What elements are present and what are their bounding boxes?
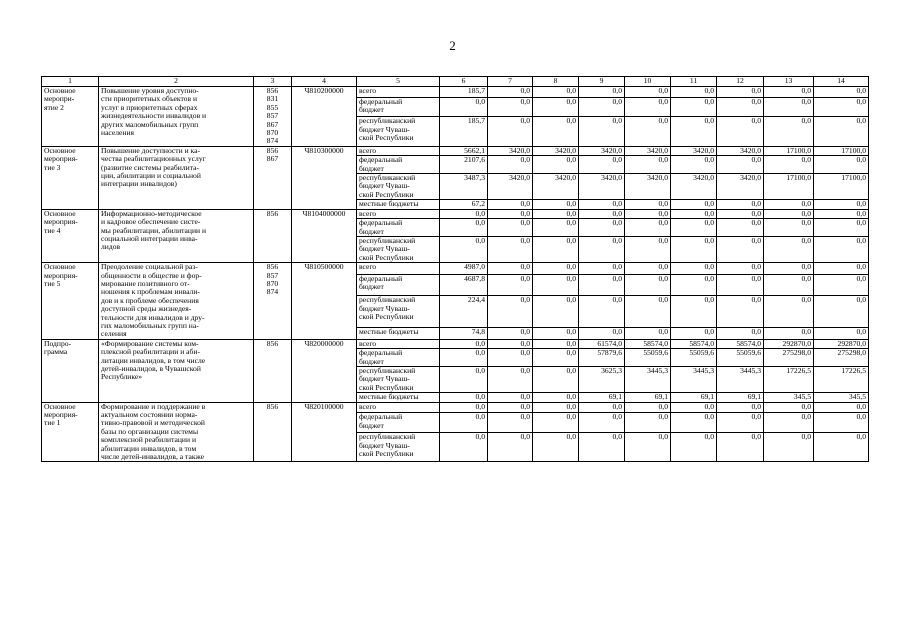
section-target-code: Ч810500000 bbox=[292, 263, 357, 340]
value-cell: 0,0 bbox=[488, 328, 533, 340]
value-cell: 0,0 bbox=[533, 339, 579, 348]
value-cell: 3420,0 bbox=[579, 146, 625, 155]
value-cell: 0,0 bbox=[764, 117, 814, 146]
value-cell: 0,0 bbox=[533, 97, 579, 117]
value-cell: 0,0 bbox=[764, 413, 814, 433]
value-cell: 0,0 bbox=[488, 433, 533, 462]
value-cell: 0,0 bbox=[533, 219, 579, 237]
section-codes: 856 bbox=[254, 209, 292, 262]
value-cell: 0,0 bbox=[533, 200, 579, 209]
value-cell: 0,0 bbox=[717, 87, 764, 98]
value-cell: 69,1 bbox=[625, 393, 671, 402]
value-cell: 17226,5 bbox=[814, 367, 869, 393]
value-cell: 0,0 bbox=[814, 219, 869, 237]
value-cell: 3445,3 bbox=[671, 367, 717, 393]
section-label: Основное мероприя- тие 3 bbox=[42, 146, 99, 209]
budget-table bbox=[41, 76, 869, 462]
value-cell: 3445,3 bbox=[625, 367, 671, 393]
value-cell: 0,0 bbox=[764, 402, 814, 413]
section-description: Повышение доступности и ка- чества реабилитационных услуг (развитие системы реабилита- ции, абилитации и социальной интеграции инвалидов) bbox=[99, 146, 254, 209]
value-cell: 0,0 bbox=[671, 97, 717, 117]
value-cell: 185,7 bbox=[440, 117, 488, 146]
value-cell: 0,0 bbox=[533, 263, 579, 274]
value-cell: 0,0 bbox=[488, 200, 533, 209]
section-target-code: Ч8104000000 bbox=[292, 209, 357, 262]
value-cell: 69,1 bbox=[671, 393, 717, 402]
table-row bbox=[42, 263, 869, 274]
section-label: Подпро- грамма bbox=[42, 339, 99, 402]
table-row bbox=[42, 209, 869, 218]
section-label: Основное мероприя- тие 5 bbox=[42, 263, 99, 340]
value-cell: 17100,0 bbox=[814, 174, 869, 200]
value-cell: 0,0 bbox=[625, 328, 671, 340]
table-body bbox=[42, 77, 869, 462]
value-cell: 2107,6 bbox=[440, 156, 488, 174]
value-cell: 3445,3 bbox=[717, 367, 764, 393]
value-cell: 0,0 bbox=[625, 156, 671, 174]
value-cell: 3420,0 bbox=[488, 146, 533, 155]
funding-source: всего bbox=[357, 402, 440, 413]
value-cell: 0,0 bbox=[814, 209, 869, 218]
value-cell: 55059,6 bbox=[717, 349, 764, 367]
value-cell: 0,0 bbox=[488, 402, 533, 413]
value-cell: 0,0 bbox=[764, 296, 814, 328]
value-cell: 3420,0 bbox=[717, 146, 764, 155]
value-cell: 0,0 bbox=[764, 97, 814, 117]
value-cell: 0,0 bbox=[671, 274, 717, 296]
value-cell: 0,0 bbox=[717, 236, 764, 262]
value-cell: 275298,0 bbox=[764, 349, 814, 367]
value-cell: 0,0 bbox=[579, 87, 625, 98]
value-cell: 0,0 bbox=[440, 402, 488, 413]
value-cell: 0,0 bbox=[440, 97, 488, 117]
value-cell: 0,0 bbox=[764, 433, 814, 462]
value-cell: 0,0 bbox=[440, 236, 488, 262]
value-cell: 0,0 bbox=[717, 219, 764, 237]
value-cell: 0,0 bbox=[533, 413, 579, 433]
section-description: Преодоление социальной раз- общенности в обществе и фор- мирование позитивного от- ношения к проблемам инвали- дов и к проблеме обеспечения доступной среды жизнедея- тельности для инвалидов и дру- гих маломобильных групп на- селения bbox=[99, 263, 254, 340]
value-cell: 0,0 bbox=[764, 209, 814, 218]
funding-source: всего bbox=[357, 263, 440, 274]
value-cell: 0,0 bbox=[488, 97, 533, 117]
value-cell: 345,5 bbox=[814, 393, 869, 402]
value-cell: 275298,0 bbox=[814, 349, 869, 367]
value-cell: 0,0 bbox=[440, 339, 488, 348]
column-header: 11 bbox=[671, 77, 717, 87]
funding-source: республиканский бюджет Чуваш- ской Республики bbox=[357, 433, 440, 462]
value-cell: 0,0 bbox=[671, 263, 717, 274]
funding-source: федеральный бюджет bbox=[357, 219, 440, 237]
funding-source: всего bbox=[357, 209, 440, 218]
column-header: 13 bbox=[764, 77, 814, 87]
value-cell: 17226,5 bbox=[764, 367, 814, 393]
value-cell: 17100,0 bbox=[764, 146, 814, 155]
value-cell: 3420,0 bbox=[625, 174, 671, 200]
value-cell: 0,0 bbox=[764, 219, 814, 237]
value-cell: 0,0 bbox=[533, 393, 579, 402]
value-cell: 0,0 bbox=[671, 413, 717, 433]
funding-source: всего bbox=[357, 146, 440, 155]
value-cell: 0,0 bbox=[488, 219, 533, 237]
value-cell: 0,0 bbox=[440, 393, 488, 402]
value-cell: 0,0 bbox=[764, 328, 814, 340]
section-codes: 856 831 855 857 867 870 874 bbox=[254, 87, 292, 147]
value-cell: 0,0 bbox=[625, 433, 671, 462]
section-target-code: Ч820100000 bbox=[292, 402, 357, 462]
value-cell: 0,0 bbox=[488, 296, 533, 328]
value-cell: 0,0 bbox=[814, 328, 869, 340]
funding-source: федеральный бюджет bbox=[357, 97, 440, 117]
value-cell: 0,0 bbox=[440, 413, 488, 433]
value-cell: 0,0 bbox=[533, 274, 579, 296]
value-cell: 0,0 bbox=[764, 87, 814, 98]
column-header: 10 bbox=[625, 77, 671, 87]
column-header: 4 bbox=[292, 77, 357, 87]
value-cell: 5662,1 bbox=[440, 146, 488, 155]
value-cell: 0,0 bbox=[440, 367, 488, 393]
value-cell: 0,0 bbox=[814, 274, 869, 296]
value-cell: 0,0 bbox=[579, 236, 625, 262]
column-header: 12 bbox=[717, 77, 764, 87]
value-cell: 0,0 bbox=[671, 402, 717, 413]
section-codes: 856 bbox=[254, 339, 292, 402]
value-cell: 55059,6 bbox=[625, 349, 671, 367]
value-cell: 292870,0 bbox=[814, 339, 869, 348]
value-cell: 0,0 bbox=[533, 209, 579, 218]
table-row bbox=[42, 146, 869, 155]
column-header: 7 bbox=[488, 77, 533, 87]
funding-source: республиканский бюджет Чуваш- ской Республики bbox=[357, 236, 440, 262]
value-cell: 0,0 bbox=[579, 402, 625, 413]
value-cell: 0,0 bbox=[814, 402, 869, 413]
value-cell: 0,0 bbox=[533, 117, 579, 146]
value-cell: 0,0 bbox=[625, 87, 671, 98]
value-cell: 0,0 bbox=[717, 274, 764, 296]
funding-source: федеральный бюджет bbox=[357, 413, 440, 433]
funding-source: местные бюджеты bbox=[357, 328, 440, 340]
value-cell: 0,0 bbox=[579, 117, 625, 146]
section-description: Повышение уровня доступно- сти приоритетных объектов и услуг в приоритетных сферах жизнедеятельности инвалидов и других маломобильных групп населения bbox=[99, 87, 254, 147]
column-header-row bbox=[42, 77, 869, 87]
value-cell: 0,0 bbox=[814, 263, 869, 274]
funding-source: местные бюджеты bbox=[357, 200, 440, 209]
value-cell: 0,0 bbox=[625, 402, 671, 413]
value-cell: 0,0 bbox=[814, 87, 869, 98]
value-cell: 4687,8 bbox=[440, 274, 488, 296]
column-header: 14 bbox=[814, 77, 869, 87]
value-cell: 0,0 bbox=[671, 117, 717, 146]
column-header: 2 bbox=[99, 77, 254, 87]
value-cell: 0,0 bbox=[625, 263, 671, 274]
value-cell: 0,0 bbox=[533, 349, 579, 367]
value-cell: 0,0 bbox=[579, 296, 625, 328]
value-cell: 0,0 bbox=[671, 328, 717, 340]
value-cell: 58574,0 bbox=[671, 339, 717, 348]
column-header: 3 bbox=[254, 77, 292, 87]
value-cell: 0,0 bbox=[488, 367, 533, 393]
value-cell: 0,0 bbox=[488, 393, 533, 402]
section-target-code: Ч810300000 bbox=[292, 146, 357, 209]
section-codes: 856 857 870 874 bbox=[254, 263, 292, 340]
value-cell: 0,0 bbox=[533, 156, 579, 174]
value-cell: 0,0 bbox=[579, 219, 625, 237]
value-cell: 0,0 bbox=[579, 433, 625, 462]
table-row bbox=[42, 402, 869, 413]
value-cell: 0,0 bbox=[579, 263, 625, 274]
value-cell: 0,0 bbox=[764, 274, 814, 296]
funding-source: республиканский бюджет Чуваш- ской Республики bbox=[357, 296, 440, 328]
section-label: Основное мероприя- тие 1 bbox=[42, 402, 99, 462]
value-cell: 224,4 bbox=[440, 296, 488, 328]
section-description: Информационно-методическое и кадровое обеспечение систе- мы реабилитации, абилитации и социальной интеграции инва- лидов bbox=[99, 209, 254, 262]
value-cell: 0,0 bbox=[764, 200, 814, 209]
value-cell: 0,0 bbox=[533, 236, 579, 262]
column-header: 1 bbox=[42, 77, 99, 87]
section-description: «Формирование системы ком- плексной реабилитации и аби- литации инвалидов, в том числе детей-инвалидов, в Чувашской Республике» bbox=[99, 339, 254, 402]
value-cell: 17100,0 bbox=[814, 146, 869, 155]
value-cell: 0,0 bbox=[488, 117, 533, 146]
column-header: 9 bbox=[579, 77, 625, 87]
value-cell: 0,0 bbox=[717, 263, 764, 274]
value-cell: 0,0 bbox=[440, 349, 488, 367]
value-cell: 0,0 bbox=[579, 200, 625, 209]
funding-source: республиканский бюджет Чуваш- ской Республики bbox=[357, 367, 440, 393]
value-cell: 0,0 bbox=[717, 209, 764, 218]
value-cell: 0,0 bbox=[579, 413, 625, 433]
value-cell: 0,0 bbox=[579, 97, 625, 117]
value-cell: 17100,0 bbox=[764, 174, 814, 200]
value-cell: 0,0 bbox=[717, 97, 764, 117]
value-cell: 3420,0 bbox=[579, 174, 625, 200]
value-cell: 58574,0 bbox=[625, 339, 671, 348]
value-cell: 0,0 bbox=[814, 97, 869, 117]
value-cell: 3420,0 bbox=[533, 174, 579, 200]
value-cell: 292870,0 bbox=[764, 339, 814, 348]
value-cell: 0,0 bbox=[488, 339, 533, 348]
funding-source: местные бюджеты bbox=[357, 393, 440, 402]
value-cell: 0,0 bbox=[625, 219, 671, 237]
value-cell: 0,0 bbox=[717, 413, 764, 433]
value-cell: 0,0 bbox=[488, 87, 533, 98]
section-codes: 856 867 bbox=[254, 146, 292, 209]
value-cell: 74,8 bbox=[440, 328, 488, 340]
table-row bbox=[42, 339, 869, 348]
value-cell: 185,7 bbox=[440, 87, 488, 98]
funding-source: республиканский бюджет Чуваш- ской Республики bbox=[357, 117, 440, 146]
value-cell: 55059,6 bbox=[671, 349, 717, 367]
value-cell: 67,2 bbox=[440, 200, 488, 209]
value-cell: 0,0 bbox=[671, 296, 717, 328]
table-row bbox=[42, 87, 869, 98]
value-cell: 0,0 bbox=[717, 200, 764, 209]
value-cell: 0,0 bbox=[717, 402, 764, 413]
page-number: 2 bbox=[449, 38, 456, 53]
value-cell: 57879,6 bbox=[579, 349, 625, 367]
value-cell: 0,0 bbox=[533, 87, 579, 98]
column-header: 5 bbox=[357, 77, 440, 87]
funding-source: республиканский бюджет Чуваш- ской Республики bbox=[357, 174, 440, 200]
value-cell: 61574,0 bbox=[579, 339, 625, 348]
value-cell: 0,0 bbox=[671, 87, 717, 98]
funding-source: федеральный бюджет bbox=[357, 349, 440, 367]
value-cell: 0,0 bbox=[579, 274, 625, 296]
value-cell: 3420,0 bbox=[533, 146, 579, 155]
value-cell: 0,0 bbox=[488, 413, 533, 433]
value-cell: 0,0 bbox=[814, 236, 869, 262]
value-cell: 0,0 bbox=[717, 328, 764, 340]
value-cell: 0,0 bbox=[671, 200, 717, 209]
value-cell: 0,0 bbox=[671, 219, 717, 237]
value-cell: 58574,0 bbox=[717, 339, 764, 348]
value-cell: 0,0 bbox=[764, 156, 814, 174]
value-cell: 0,0 bbox=[488, 263, 533, 274]
value-cell: 0,0 bbox=[488, 156, 533, 174]
value-cell: 0,0 bbox=[717, 156, 764, 174]
value-cell: 0,0 bbox=[814, 156, 869, 174]
value-cell: 0,0 bbox=[533, 328, 579, 340]
value-cell: 0,0 bbox=[814, 433, 869, 462]
value-cell: 0,0 bbox=[717, 117, 764, 146]
column-header: 8 bbox=[533, 77, 579, 87]
funding-source: федеральный бюджет bbox=[357, 156, 440, 174]
value-cell: 0,0 bbox=[814, 296, 869, 328]
value-cell: 0,0 bbox=[625, 117, 671, 146]
value-cell: 0,0 bbox=[488, 209, 533, 218]
value-cell: 0,0 bbox=[814, 200, 869, 209]
section-target-code: Ч820000000 bbox=[292, 339, 357, 402]
funding-source: всего bbox=[357, 87, 440, 98]
value-cell: 0,0 bbox=[579, 209, 625, 218]
value-cell: 69,1 bbox=[579, 393, 625, 402]
value-cell: 0,0 bbox=[440, 219, 488, 237]
value-cell: 0,0 bbox=[625, 413, 671, 433]
column-header: 6 bbox=[440, 77, 488, 87]
value-cell: 0,0 bbox=[488, 236, 533, 262]
value-cell: 0,0 bbox=[533, 296, 579, 328]
value-cell: 0,0 bbox=[717, 433, 764, 462]
value-cell: 0,0 bbox=[625, 97, 671, 117]
value-cell: 0,0 bbox=[671, 209, 717, 218]
section-label: Основное мероприя- тие 4 bbox=[42, 209, 99, 262]
value-cell: 0,0 bbox=[671, 156, 717, 174]
value-cell: 0,0 bbox=[814, 117, 869, 146]
value-cell: 3420,0 bbox=[717, 174, 764, 200]
value-cell: 0,0 bbox=[625, 274, 671, 296]
value-cell: 3420,0 bbox=[671, 174, 717, 200]
value-cell: 0,0 bbox=[717, 296, 764, 328]
section-description: Формирование и поддержание в актуальном состоянии норма- тивно-правовой и методической базы по организации системы комплексной реабилитации и абилитации инвалидов, в том числе детей-инвалидов, а также bbox=[99, 402, 254, 462]
value-cell: 0,0 bbox=[625, 209, 671, 218]
value-cell: 3625,3 bbox=[579, 367, 625, 393]
value-cell: 0,0 bbox=[579, 328, 625, 340]
value-cell: 0,0 bbox=[579, 156, 625, 174]
value-cell: 0,0 bbox=[671, 236, 717, 262]
funding-source: всего bbox=[357, 339, 440, 348]
value-cell: 0,0 bbox=[533, 402, 579, 413]
value-cell: 0,0 bbox=[533, 433, 579, 462]
value-cell: 0,0 bbox=[625, 200, 671, 209]
value-cell: 0,0 bbox=[764, 236, 814, 262]
section-target-code: Ч810200000 bbox=[292, 87, 357, 147]
value-cell: 3487,3 bbox=[440, 174, 488, 200]
value-cell: 0,0 bbox=[533, 367, 579, 393]
value-cell: 69,1 bbox=[717, 393, 764, 402]
value-cell: 345,5 bbox=[764, 393, 814, 402]
value-cell: 0,0 bbox=[764, 263, 814, 274]
value-cell: 0,0 bbox=[671, 433, 717, 462]
value-cell: 3420,0 bbox=[671, 146, 717, 155]
value-cell: 3420,0 bbox=[488, 174, 533, 200]
value-cell: 0,0 bbox=[625, 236, 671, 262]
value-cell: 0,0 bbox=[488, 349, 533, 367]
value-cell: 4987,0 bbox=[440, 263, 488, 274]
value-cell: 0,0 bbox=[814, 413, 869, 433]
value-cell: 0,0 bbox=[625, 296, 671, 328]
value-cell: 0,0 bbox=[488, 274, 533, 296]
value-cell: 0,0 bbox=[440, 433, 488, 462]
funding-source: федеральный бюджет bbox=[357, 274, 440, 296]
value-cell: 0,0 bbox=[440, 209, 488, 218]
section-label: Основное меропри- ятие 2 bbox=[42, 87, 99, 147]
value-cell: 3420,0 bbox=[625, 146, 671, 155]
section-codes: 856 bbox=[254, 402, 292, 462]
